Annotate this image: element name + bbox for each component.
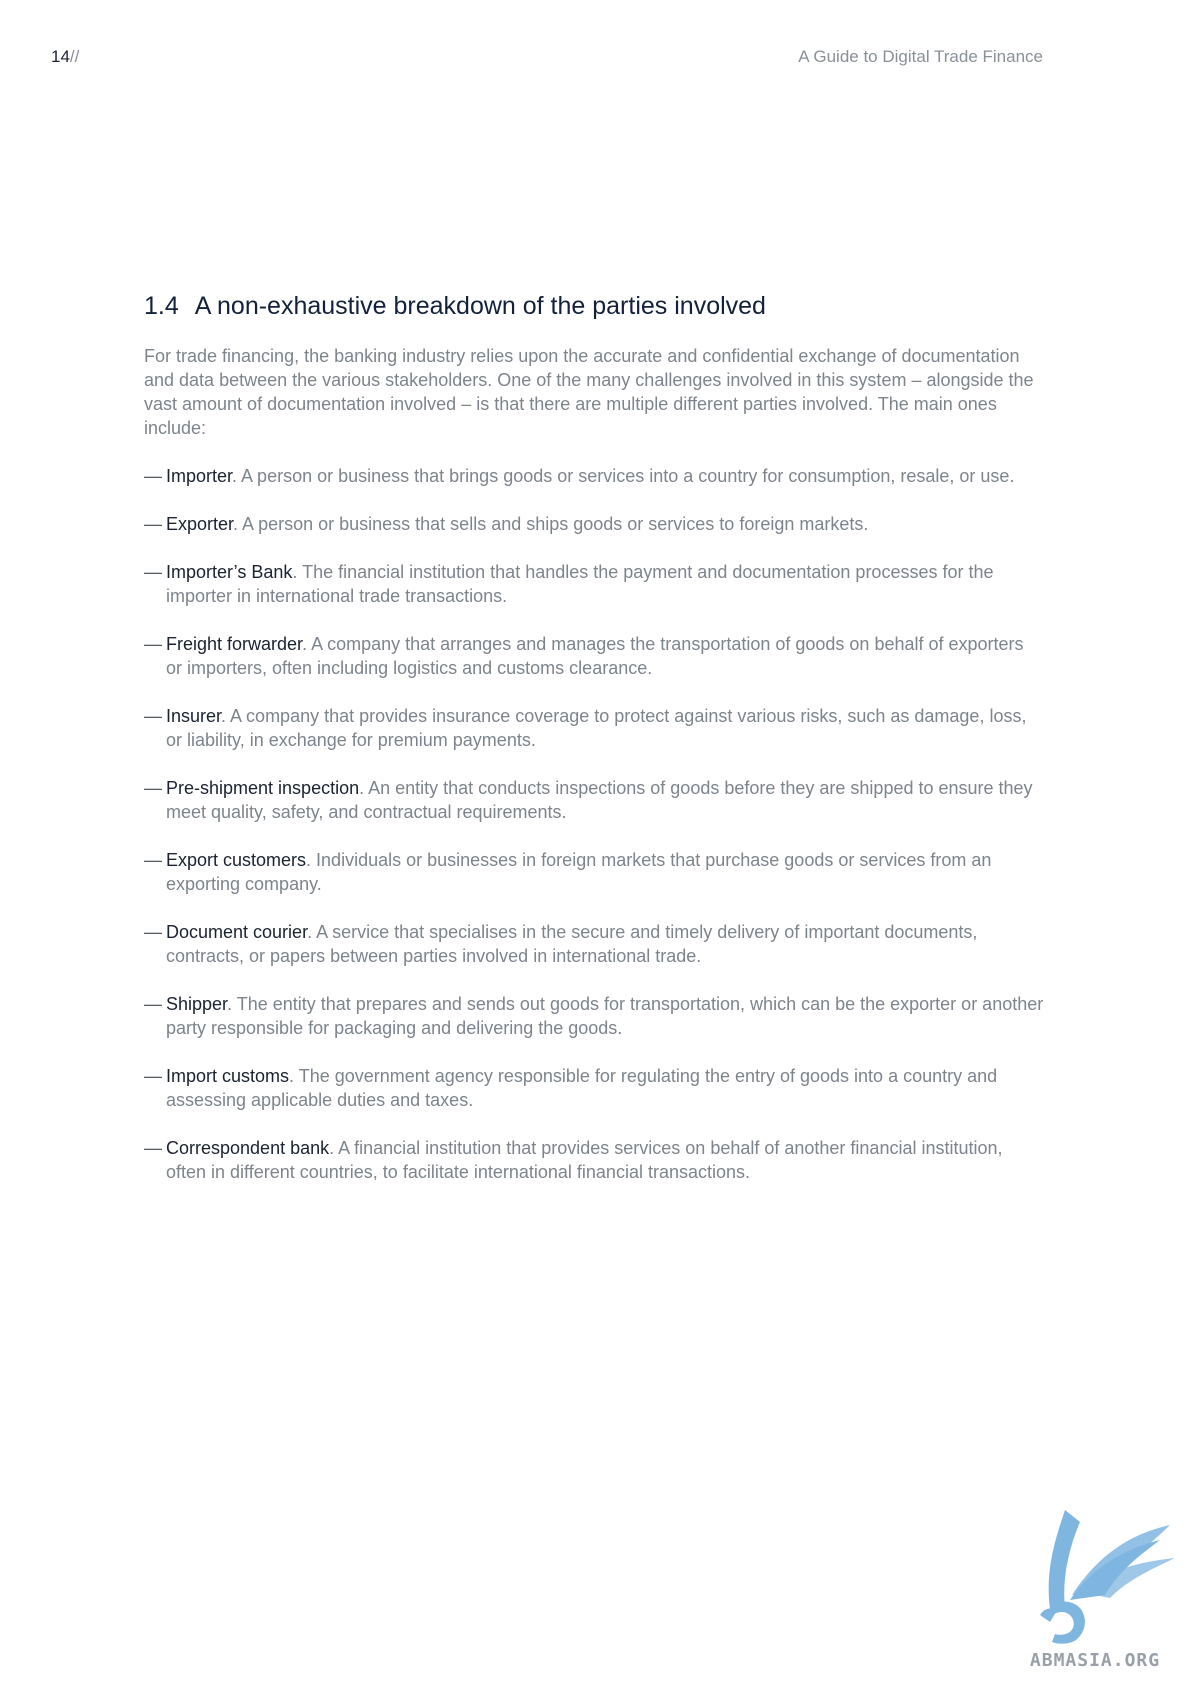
party-description: . A financial institution that provides services on behalf of another financial institution, often in different countries, to facilitate international financial transactions. bbox=[166, 1138, 1003, 1182]
party-description: . A person or business that brings goods or services into a country for consumption, resale, or use. bbox=[232, 466, 1015, 486]
dash-bullet: — bbox=[144, 1138, 162, 1158]
dash-bullet: — bbox=[144, 562, 162, 582]
dash-bullet: — bbox=[144, 706, 162, 726]
watermark-text: ABMASIA.ORG bbox=[1029, 1650, 1161, 1671]
dash-bullet: — bbox=[144, 466, 162, 486]
party-term: Importer’s Bank bbox=[166, 562, 293, 582]
party-term: Exporter bbox=[166, 514, 234, 534]
section-heading bbox=[144, 286, 1044, 326]
party-term: Importer bbox=[166, 466, 233, 486]
griffin-wing-icon bbox=[1010, 1500, 1180, 1650]
dash-bullet: — bbox=[144, 778, 162, 798]
parties-list bbox=[144, 464, 1044, 1184]
section-heading-text: A non-exhaustive breakdown of the parties involved bbox=[194, 292, 766, 320]
party-term: Import customs bbox=[166, 1066, 290, 1086]
party-insurer bbox=[144, 704, 1044, 752]
party-term: Export customers bbox=[166, 850, 307, 870]
party-description: . A company that arranges and manages the transportation of goods on behalf of exporters or importers, often including logistics and customs clearance. bbox=[166, 634, 1024, 678]
dash-bullet: — bbox=[144, 1066, 162, 1086]
party-term: Freight forwarder bbox=[166, 634, 303, 654]
party-correspondent-bank bbox=[144, 1136, 1044, 1184]
running-title: A Guide to Digital Trade Finance bbox=[798, 47, 1043, 66]
section-number: 1.4 bbox=[144, 292, 179, 320]
party-shipper bbox=[144, 992, 1044, 1040]
party-description: . A company that provides insurance coverage to protect against various risks, such as damage, loss, or liability, in exchange for premium payments. bbox=[166, 706, 1027, 750]
party-document-courier bbox=[144, 920, 1044, 968]
section-1-4 bbox=[144, 286, 1044, 1208]
party-term: Insurer bbox=[166, 706, 222, 726]
dash-bullet: — bbox=[144, 514, 162, 534]
page-number-separator: // bbox=[69, 47, 80, 66]
party-description: . The government agency responsible for regulating the entry of goods into a country and assessing applicable duties and taxes. bbox=[166, 1066, 998, 1110]
party-term: Document courier bbox=[166, 922, 308, 942]
page-number bbox=[51, 47, 79, 67]
dash-bullet: — bbox=[144, 922, 162, 942]
dash-bullet: — bbox=[144, 634, 162, 654]
party-importer bbox=[144, 464, 1044, 488]
party-pre-shipment-inspection bbox=[144, 776, 1044, 824]
intro-paragraph: For trade financing, the banking industry relies upon the accurate and confidential exchange of documentation and data between the various stakeholders. One of the many challenges involved in this system – alongside the vast amount of documentation involved – is that there are multiple different parties involved. The main ones include: bbox=[144, 346, 1034, 438]
party-freight-forwarder bbox=[144, 632, 1044, 680]
party-description: . Individuals or businesses in foreign markets that purchase goods or services from an exporting company. bbox=[166, 850, 992, 894]
party-exporter bbox=[144, 512, 1044, 536]
party-description: . An entity that conducts inspections of goods before they are shipped to ensure they meet quality, safety, and contractual requirements. bbox=[166, 778, 1033, 822]
party-description: . A person or business that sells and ships goods or services to foreign markets. bbox=[233, 514, 869, 534]
party-description: . The entity that prepares and sends out goods for transportation, which can be the exporter or another party responsible for packaging and delivering the goods. bbox=[166, 994, 1044, 1038]
party-description: . The financial institution that handles the payment and documentation processes for the importer in international trade transactions. bbox=[166, 562, 994, 606]
dash-bullet: — bbox=[144, 994, 162, 1014]
party-term: Correspondent bank bbox=[166, 1138, 330, 1158]
party-importers-bank bbox=[144, 560, 1044, 608]
watermark-logo bbox=[1010, 1500, 1180, 1672]
party-export-customers bbox=[144, 848, 1044, 896]
party-term: Pre-shipment inspection bbox=[166, 778, 360, 798]
dash-bullet: — bbox=[144, 850, 162, 870]
party-term: Shipper bbox=[166, 994, 228, 1014]
party-import-customs bbox=[144, 1064, 1044, 1112]
page-number-value: 14 bbox=[51, 47, 70, 66]
party-description: . A service that specialises in the secure and timely delivery of important documents, contracts, or papers between parties involved in international trade. bbox=[166, 922, 978, 966]
